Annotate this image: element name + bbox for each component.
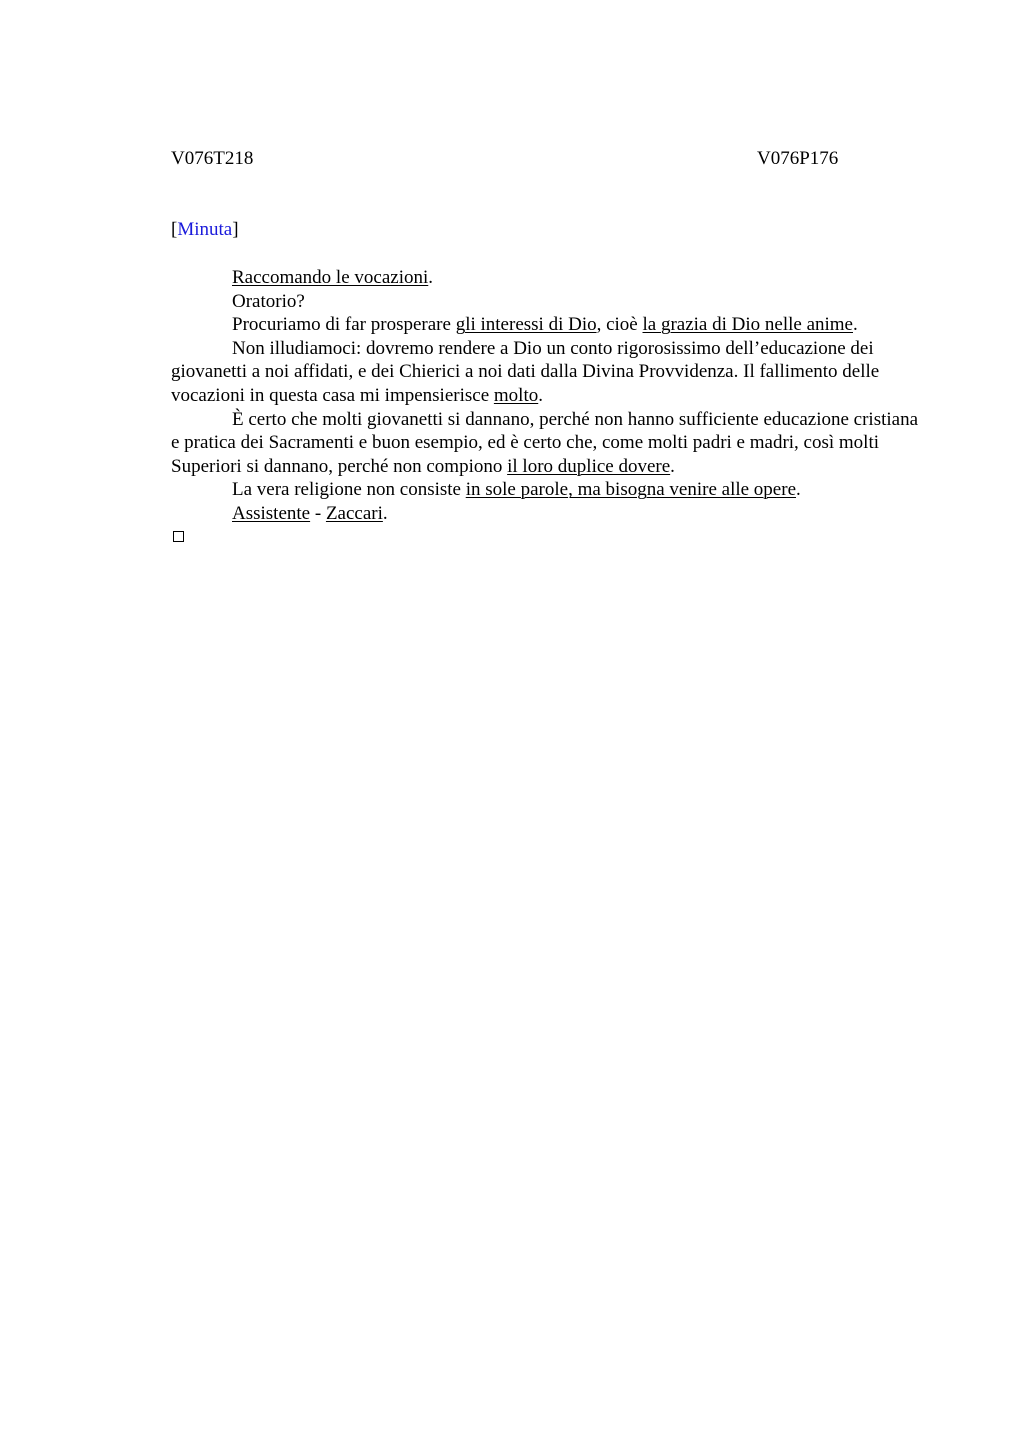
paragraph-text: . [428, 267, 434, 288]
minuta-link[interactable]: Minuta [177, 219, 233, 240]
document-body [171, 266, 931, 526]
paragraph-text: , cioè [596, 314, 643, 336]
paragraph-text: . [796, 479, 801, 501]
paragraph-text: La vera religione non consiste [232, 479, 466, 501]
volume-text-ref: V076T218 [171, 148, 254, 169]
underlined-text: Zaccari [325, 502, 383, 524]
document-page [171, 0, 931, 1450]
underlined-text: Raccomando le vocazioni [232, 267, 429, 288]
underlined-text: gli interessi di Dio [455, 314, 597, 336]
paragraph-text: Procuriamo di far prosperare [232, 314, 456, 336]
paragraph-text: . [853, 314, 858, 336]
paragraph-text: - [310, 502, 326, 524]
paragraph-text: Oratorio? [232, 290, 305, 312]
paragraph-text: . [382, 502, 388, 524]
paragraph-vocazioni [171, 266, 931, 290]
paragraph-text: . [670, 455, 675, 477]
paragraph-dannano [171, 408, 931, 479]
underlined-text: la grazia di Dio nelle anime [642, 314, 853, 336]
paragraph-interessi [171, 313, 931, 337]
volume-page-ref: V076P176 [757, 148, 839, 169]
paragraph-text: Non illudiamoci: dovremo rendere a Dio un conto rigorosissimo dell’educazione dei giovanetti a noi affidati, e dei Chierici a noi dati dalla Divina Provvidenza. Il fallimento delle vocazioni in questa casa mi impensierisce [171, 337, 880, 406]
underlined-text: molto [493, 384, 539, 406]
paragraph-illudiamoci [171, 337, 931, 408]
paragraph-text: . [538, 384, 543, 406]
paragraph-assistente [171, 502, 931, 526]
underlined-text: Assistente [232, 502, 311, 524]
end-square-icon [173, 531, 184, 542]
paragraph-oratorio [171, 290, 931, 314]
underlined-text: il loro duplice dovere [507, 455, 671, 477]
minuta-heading [171, 219, 239, 241]
paragraph-religione [171, 478, 931, 502]
underlined-text: in sole parole, ma bisogna venire alle opere [465, 479, 796, 501]
minuta-open-bracket: [ [171, 219, 178, 240]
minuta-close-bracket: ] [232, 219, 239, 240]
paragraph-text: È certo che molti giovanetti si dannano, perché non hanno sufficiente educazione cristiana e pratica dei Sacramenti e buon esempio, ed è certo che, come molti padri e madri, così molti Superiori si dannano, perché non compiono [171, 408, 919, 477]
